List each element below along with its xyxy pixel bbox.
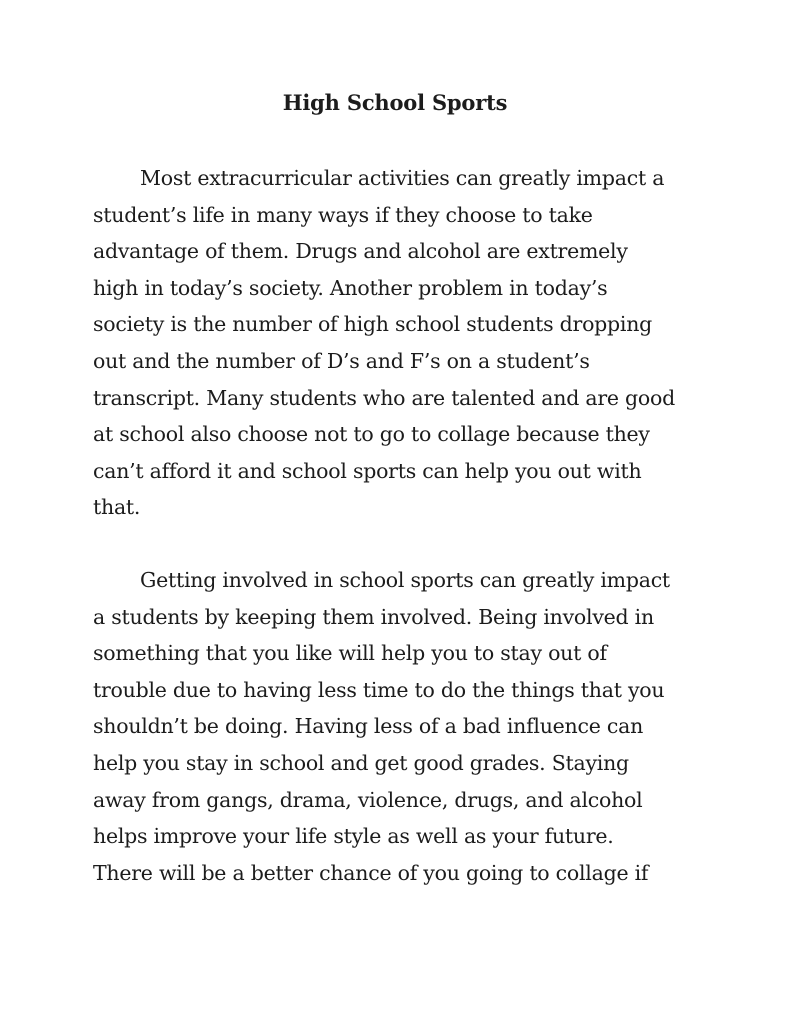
text-line: trouble due to having less time to do the things that you [93, 677, 665, 702]
text-line: something that you like will help you to stay out of [93, 641, 607, 666]
text-line: out and the number of D’s and F’s on a student’s [93, 348, 590, 373]
text-line: that. [93, 495, 141, 520]
paragraph-2 [93, 562, 697, 891]
text-line: help you stay in school and get good grades. Staying [93, 750, 629, 775]
text-line: advantage of them. Drugs and alcohol are extremely [93, 239, 628, 264]
text-line: student’s life in many ways if they choose to take [93, 202, 593, 227]
text-line: a students by keeping them involved. Being involved in [93, 604, 654, 629]
text-line: society is the number of high school students dropping [93, 312, 653, 337]
document-title: High School Sports [282, 90, 508, 115]
text-line: at school also choose not to go to collage because they [93, 422, 650, 447]
text-line: transcript. Many students who are talented and are good [93, 385, 675, 410]
paragraph-1 [93, 160, 697, 526]
text-line: There will be a better chance of you going to collage if [93, 860, 649, 885]
text-line: can’t afford it and school sports can help you out with [93, 458, 642, 483]
text-line: high in today’s society. Another problem in today’s [93, 275, 608, 300]
text-line: Most extracurricular activities can greatly impact a [140, 166, 665, 190]
text-line: Getting involved in school sports can greatly impact [140, 567, 670, 592]
text-line: shouldn’t be doing. Having less of a bad influence can [93, 714, 644, 739]
text-line: helps improve your life style as well as your future. [93, 824, 614, 849]
text-line: away from gangs, drama, violence, drugs, and alcohol [93, 787, 643, 812]
